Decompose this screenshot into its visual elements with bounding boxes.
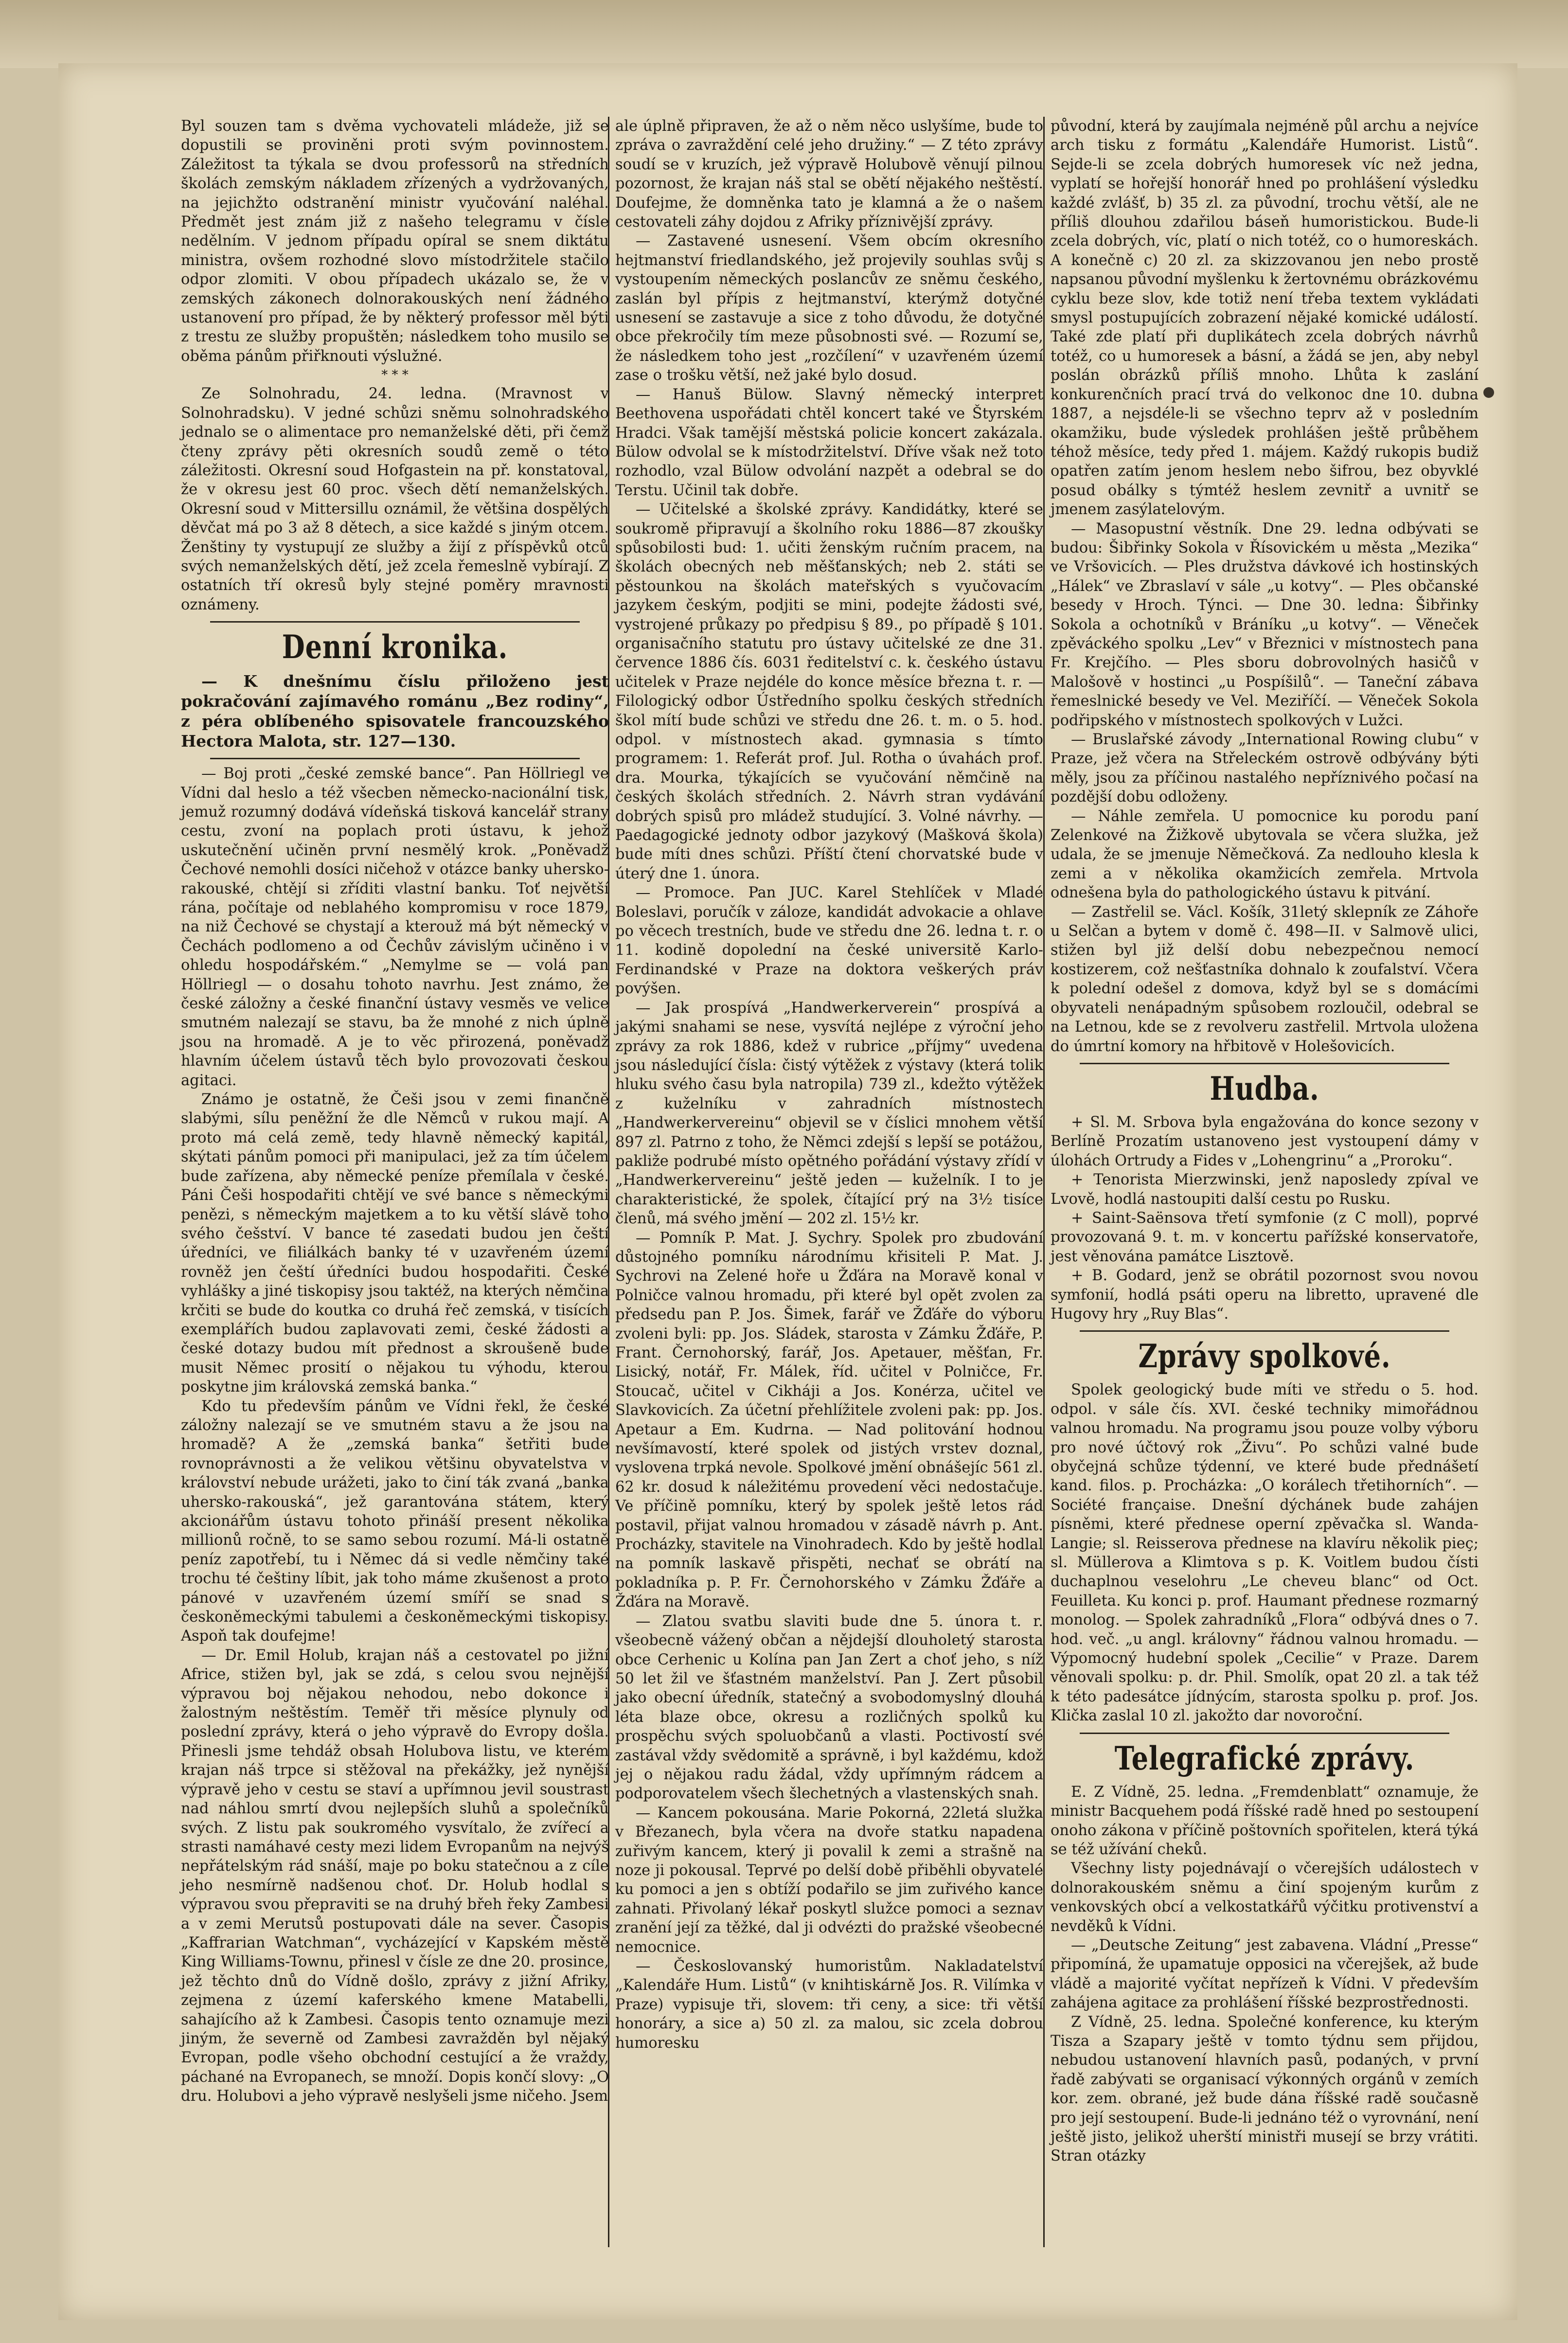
article-paragraph: Všechny listy pojednávají o včerejších událostech v dolnorakouském sněmu a činí spojeným kurům z venkovských obcí a velkostatkářů výčitku protivenství a nevděků k Vídni.: [1051, 1860, 1479, 1935]
section-rule: [1080, 1063, 1449, 1064]
section-rule: [210, 621, 580, 623]
article-paragraph: + Sl. M. Srbova byla engažována do konce sezony v Berlíně Prozatím ustanoveno jest vystoupení dámy v úlohách Ortrudy a Fides v „Lohengrinu“ a „Proroku“.: [1051, 1113, 1479, 1169]
column-2: [615, 117, 1043, 2053]
article-paragraph: původní, která by zaujímala nejméně půl archu a nejvíce arch tisku z formátu „Kalendáře Humorist. Listů“. Sejde-li se zcela dobrých humoresek víc než jedna, vyplatí se hořejší honorář hned po prohlášení výsledku každé zvlášť, b) 35 zl. za původní, trochu větší, ale ne příliš dlouhou zdařilou báseň humoristickou. Bude-li zcela dobrých, víc, platí o nich totéž, co o humoreskách. A konečně c) 20 zl. za skizzovanou jen nebo prostě napsanou původní myšlenku k žertovnému obrázkovému cyklu beze slov, kde totiž není třeba textem vykládati smysl postupujících zobrazení nějaké komické událostí. Také zde platí při duplikátech zcela dobrých návrhů totéž, co u humoresek a básní, a žádá se jen, aby nebyl poslán obrázků příliš mnoho. Lhůta k zaslání konkurenčních prací trvá do velkonoc dne 10. dubna 1887, a nejsdéle-li se všechno teprv až v posledním okamžiku, bude výsledek prohlášen ještě průběhem téhož měsíce, tedy před 1. májem. Každý rukopis budiž opatřen zatím jenom heslem nebo šifrou, bez obyvklé posud obálky s týmtéž heslem zevnitř a uvnitř se jmenem zasýlatelovým.: [1051, 118, 1479, 519]
section-rule: [1080, 1330, 1449, 1332]
section-rule: [1080, 1733, 1449, 1734]
article-paragraph: — Pomník P. Mat. J. Sychry. Spolek pro zbudování důstojného pomníku národnímu křisiteli P. Mat. J. Sychrovi na Zelené hoře u Žďára na Moravě konal v Polničce valnou hromadu, při které byl opět zvolen za předsedu pan P. Jos. Šimek, farář ve Žďáře do výboru zvoleni byli: pp. Jos. Sládek, starosta v Zámku Žďáře, P. Frant. Černohorský, farář, Jos. Apetauer, měšťan, Fr. Lisický, notář, Fr. Málek, říd. učitel v Polničce, Fr. Stoucač, učitel v Cikháji a Jos. Konérza, učitel ve Slavkovicích. Za účetní přehlížitele zvoleni pak: pp. Jos. Apetaur a Em. Kudrna. — Nad politování hodnou nevšímavostí, které spolek od jistých vrstev doznal, vyslovena trpká nevole. Spolkové jmění obnášejíc 561 zl. 62 kr. dosud k náležitému provedení věci nedostačuje. Ve příčině pomníku, který by spolek ještě letos rád postavil, přijat valnou hromadou v zásadě návrh p. Ant. Procházky, stavitele na Vinohradech. Kdo by ještě hodlal na pomník laskavě přispěti, nechať se obrátí na pokladníka p. P. Fr. Černohorského v Zámku Žďáře a Žďára na Moravě.: [615, 1229, 1043, 1611]
binding-hole-icon: [1483, 387, 1494, 398]
section-title-clubs: Zprávy spolkové.: [1138, 1337, 1391, 1376]
article-paragraph: — Dr. Emil Holub, krajan náš a cestovatel po jižní Africe, stižen byl, jak se zdá, s celou svou nejnější výpravou boj nějakou nehodou, nebo dokonce i žalostným neštěstím. Teměř tři měsíce plynuly od poslední zprávy, která o jeho výpravě do Evropy došla. Přinesli jsme tehdáž obsah Holubova listu, ve kterém krajan náš trpce si stěžoval na překážky, jež nynější výpravě jeho v cestu se staví a upřímnou jevil soustrast nad náhlou smrtí dvou nejlepších sluhů a společníků svých. Z listu pak soukromého vysvítalo, že zvířecí a strasti namáhavé cesty mezi lidem Evropanům na nejvýš nepřátelským rád snáší, maje po boku statečnou a z cíle jeho nesmírně nadšenou choť. Dr. Holub hodlal s výpravou svou přepraviti se na druhý břeh řeky Zambesi a v zemi Merutsů postupovati dále na sever. Časopis „Kaffrarian Watchman“, vycházející v Kapském městě King Williams-Townu, přinesl v čísle ze dne 20. prosince, jež těchto dnů do Vídně došlo, zprávy z jižní Afriky, zejmena z území kaferského kmene Matabelli, sahajícího až k Zambesi. Časopis tento oznamuje mezi jiným, že severně od Zambesi zavražděn byl nějaký Evropan, podle všeho obchodní cestující a že vraždy, páchané na Evropanech, se množí. Dopis končí slovy: „O dru. Holubovi a jeho výpravě neslyšeli jsme ničeho. Jsem: [181, 1646, 609, 2105]
page-top-edge: [0, 0, 1568, 68]
article-paragraph: E. Z Vídně, 25. ledna. „Fremdenblatt“ oznamuje, že ministr Bacquehem podá říšské radě hned po sestoupení onoho zákona v příčině poštovních spořitelen, která týká se též užívání cheků.: [1051, 1783, 1479, 1858]
article-paragraph: — Promoce. Pan JUC. Karel Stehlíček v Mladé Boleslavi, poručík v záloze, kandidát advokacie a ohlave po věcech trestních, bude ve středu dne 26. ledna t. r. o 11. kodině dopolední na české universitě Karlo-Ferdinandské v Praze na doktora veškerých práv povýšen.: [615, 884, 1043, 998]
article-paragraph: + Saint-Saënsova třetí symfonie (z C moll), poprvé provozovaná 9. t. m. v koncertu pařížské konservatoře, jest věnována památce Lisztově.: [1051, 1209, 1479, 1265]
article-paragraph: — Zlatou svatbu slaviti bude dne 5. února t. r. všeobecně vážený občan a nějdejší dlouholetý starosta obce Cerhenic u Kolína pan Jan Zert a choť jeho, s níž 50 let žil ve šťastném manželství. Pan J. Zert působil jako obecní úředník, statečný a svobodomyslný dlouhá léta blaze obce, okresu a rozličných spolků ku prospěchu svých spoluobčanů a vlasti. Poctivostí své zastával vždy svědomitě a správně, i byl každému, kdož jej o nějakou radu žádal, vždy upřímným rádcem a podporovatelem všech šlechetných a vlastenských snah.: [615, 1612, 1043, 1803]
section-title-music: Hudba.: [1210, 1069, 1319, 1108]
lead-notice: — K dnešnímu číslu přiloženo jest pokračování zajímavého románu „Bez rodiny“, z péra oblíbeného spisovatele francouzského Hectora Malota, str. 127—130.: [181, 672, 609, 751]
article-paragraph: Byl souzen tam s dvěma vychovateli mládeže, již se dopustili se proviněni proti svým povinnostem. Záležitost ta týkala se dvou professorů na středních školách zemským nákladem zřízených a vydržovaných, na jejichžto odstranění ministr vyučování naléhal. Předmět jest znám již z našeho telegramu v čísle nedělním. V jednom případu opíral se snem diktátu ministra, ovšem rozhodné slovo místodržitele stačilo odpor zlomiti. V obou případech ukázalo se, že v zemských zákonech dolnorakouských není žádného ustanovení pro případ, že by některý professor měl býti z trestu ze služby propuštěn; následkem toho musilo se oběma pánům přiřknouti výslužné.: [181, 118, 609, 365]
article-paragraph: — Hanuš Bülow. Slavný německý interpret Beethovena uspořádati chtěl koncert také ve Štyrském Hradci. Však tamější městská policie koncert zakázala. Bülow odvolal se k místodržitelství. Dříve však než toto rozhodlo, vzal Bülow odvolání nazpět a odebral se do Terstu. Učinil tak dobře.: [615, 386, 1043, 499]
article-paragraph: Známo je ostatně, že Češi jsou v zemi finančně slabými, sílu peněžní že dle Němců v rukou mají. A proto má celá země, tedy hlavně německý kapitál, skýtati pánům pomoci při manipulaci, jež za tím účelem bude zařízena, aby německé peníze přemílala v české. Páni Češi hospodařiti chtějí ve své bance s německými penězi, s německým majetkem a to ku větší slávě toho svého češství. V bance té zasedati budou jen čeští úředníci, ve filiálkách banky té v uzavřeném území rovněž jen čeští úředníci budou hospodařiti. České vyhlášky a jiné tiskopisy jsou taktéž, na kterých němčina krčiti se bude do koutka co druhá řeč zemská, v tisících exemplářích budou zaplavovati zemi, české žádosti a české dotazy budou mít přednost a skroušeně bude musit Němec prosití o nějakou tu výhodu, kterou poskytne jim královská zemská banka.“: [181, 1091, 609, 1396]
column-3: [1051, 117, 1479, 2166]
article-paragraph: Spolek geologický bude míti ve středu o 5. hod. odpol. v sále čís. XVI. české techniky mimořádnou valnou hromadu. Na programu jsou pouze volby výboru pro nové účtový rok „Živu“. Po schůzi valné bude obyčejná schůze týdenní, ve které bude přednášetí kand. filos. p. Procházka: „O korálech třetihorních“. — Société française. Dnešní dýchánek bude zahájen písněmi, které přednese operní zpěvačka sl. Wanda-Langie; sl. Reisserova přednese na klavíru několik pieç; sl. Müllerova a Klimtova s p. K. Voitlem budou čísti duchaplnou veselohru „Le cheveu blanc“ od Oct. Feuilleta. Ku konci p. prof. Haumant přednese rozmarný monolog. — Spolek zahradníků „Flora“ odbývá dnes o 7. hod. več. „u angl. královny“ řádnou valnou hromadu. — Výpomocný hudební spolek „Cecilie“ v Praze. Darem věnovali spolku: p. dr. Phil. Smolík, opat 20 zl. a tak též k této padesátce jídnýcím, starosta spolku p. prof. Jos. Klička zaslal 10 zl. jakožto dar novoroční.: [1051, 1381, 1479, 1725]
article-paragraph: — Masopustní věstník. Dne 29. ledna odbývati se budou: Šibřinky Sokola v Řísovickém u města „Mezika“ ve Vršovicích. — Ples družstva dávkové ich hostinských „Hálek“ ve Zbraslaví v sále „u kotvy“. — Ples občanské besedy v Hroch. Týnci. — Dne 30. ledna: Šibřinky Sokola a ochotníků v Bráníku „u kotvy“. — Věneček zpěváckého spolku „Lev“ v Březnici v místnostech pana Fr. Krejčího. — Ples sboru dobrovolných hasičů v Malošově v hostinci „u Pospíšilů“. — Taneční zábava řemeslnické besedy ve Vel. Meziříčí. — Věneček Sokola podřipského v místnostech spolkových v Lužci.: [1051, 520, 1479, 729]
article-paragraph: ale úplně připraven, že až o něm něco uslyšíme, bude to zpráva o zavraždění celé jeho družiny.“ — Z této zprávy soudí se v kruzích, jež výpravě Holubově věnují pilnou pozornost, že krajan náš stal se obětí nějakého neštěstí. Doufejme, že domněnka tato je klamná a že o našem cestovateli záhy dojdou z Afriky příznivější zprávy.: [615, 118, 1043, 231]
article-paragraph: — Bruslařské závody „International Rowing clubu“ v Praze, jež včera na Střeleckém ostrově odbývány býti měly, jsou za příčinou nastalého nepříznivého počasí na pozdější dobu odloženy.: [1051, 731, 1479, 806]
article-paragraph: — Náhle zemřela. U pomocnice ku porodu paní Zelenkové na Žižkově ubytovala se včera služka, jež udala, že se jmenuje Němečková. Za nedlouho klesla k zemi a v několika okamžicích zemřela. Mrtvola odnešena byla do pathologického ústavu k pitvání.: [1051, 807, 1479, 902]
article-paragraph: Kdo tu především pánům ve Vídni řekl, že české záložny nalezají se ve smutném stavu a že jsou na hromadě? A že „zemská banka“ šetřiti bude rovnoprávnosti a že velikou většinu obyvatelstva v království nebude urážeti, jako to činí ták zvaná „banka uhersko-rakouská“, jež garantována státem, který akcionářům ústavu tohoto přináší present několika millionů ročně, to se samo sebou rozumí. Má-li ostatně peníz zapotřebí, tu i Němec dá si vedle němčiny také trochu té češtiny líbit, jak toho máme zkušenost a proto pánové v uzavřeném území smíří se snad s českoněmeckými tabulemi a českoněmeckými tiskopisy. Aspoň tak doufejme!: [181, 1397, 609, 1645]
column-1: [181, 117, 609, 2106]
article-paragraph: — Zastavené usnesení. Všem obcím okresního hejtmanství friedlandského, jež projevily souhlas svůj s vystoupením německých poslancův ze sněmu českého, zaslán byl přípis z hejtmanství, kterýmž dotyčné usnesení se zastavuje a sice z toho důvodu, že dotyčné obce překročily tím meze působnosti své. — Rozumí se, že následkem toho jest „rozčílení“ v uzavřeném území zase o trošku větší, než jaké bylo dosud.: [615, 233, 1043, 384]
article-paragraph: Z Vídně, 25. ledna. Společné konference, ku kterým Tisza a Szapary ještě v tomto týdnu sem přijdou, nebudou ustanovení hlavních pasů, podaných, v první řadě zabývati se organisací výkonných orgánů v zemích kor. zem. obrané, jež bude dána říšské radě současně pro její sestoupení. Bude-li jednáno též o vyrovnání, není ještě jisto, jelikož uherští ministři musejí se brzy vrátiti. Stran otázky: [1051, 2013, 1479, 2165]
article-paragraph: — Kancem pokousána. Marie Pokorná, 22letá služka v Březanech, byla včera na dvoře statku napadena zuřivým kancem, který ji povalil k zemi a strašně na noze ji pokousal. Teprvé po delší době přiběhli obyvatelé ku pomoci a jen s obtíží podařilo se jim zuřivého kance zahnati. Přivolaný lékař poskytl služce pomoci a seznav zranění její za těžké, dal ji odvézti do pražské všeobecné nemocnice.: [615, 1804, 1043, 1956]
article-paragraph: — „Deutsche Zeitung“ jest zabavena. Vládní „Presse“ připomíná, že upamatuje opposici na včerejšek, až bude vládě a majorité vyčítat nepřízeň k Vídni. V především zahájena agitace za prohlášení říšské bezprostřednosti.: [1051, 1936, 1479, 2012]
column-divider: [1043, 117, 1045, 2247]
article-paragraph: — Jak prospívá „Handwerkerverein“ prospívá a jakými snahami se nese, vysvítá nejlépe z výroční jeho zprávy za rok 1886, kdež v rubrice „příjmy“ uvedena jsou následující čísla: čistý výtěžek z výstavy (která tolik hluku svého času byla natropila) 739 zl., kdežto výtěžek z kuželníku v zahradních místnostech „Handwerkervereinu“ objevil se v číslici mnohem větší 897 zl. Patrno z toho, že Němci zdejší s lepší se potážou, pakliže podrubé místo opětného pořádání výstavy zřídí v „Handwerkervereinu“ ještě jeden — kuželník. I to je charakteristické, že spolek, čítající prý na 3½ tisíce členů, má svého jmění — 202 zl. 15½ kr.: [615, 999, 1043, 1228]
article-paragraph: + B. Godard, jenž se obrátil pozornost svou novou symfonií, hodlá psáti operu na libretto, upravené dle Hugovy hry „Ruy Blas“.: [1051, 1267, 1479, 1323]
article-paragraph: — Boj proti „české zemské bance“. Pan Höllriegl ve Vídni dal heslo a též všecben německo-nacionální tisk, jemuž rozumný dodává vídeňská tisková kancelář strany cestu, zvoní na poplach proti ústavu, k jehož uskutečnění učiněn první nesmělý krok. „Poněvadž Čechové nemohli dosíci ničehož v otázce banky uhersko-rakouské, chtějí si zříditi vlastní banku. Toť největší rána, počítaje od neblahého kompromisu v roce 1879, na niž Čechové se chystají a kterouž má být německý v Čechách podlomeno a od Čechův závislým učiněno i v ohledu hospodářském.“ „Nemylme se — volá pan Höllriegl — o dosahu tohoto navrhu. Jest známo, že české záložny a české finanční ústavy vesměs ve velice smutném nalezají se stavu, ba že mnohé z nich úplně jsou na hromadě. A je to věc přirozená, poněvadž hlavním účelem ústavů těch bylo provozovati českou agitaci.: [181, 765, 609, 1089]
section-title: Denní kronika.: [282, 628, 508, 666]
section-title-telegraph: Telegrafické zprávy.: [1114, 1739, 1415, 1777]
article-paragraph: + Tenorista Mierzwinski, jenž naposledy zpíval ve Lvově, hodlá nastoupiti další cestu po Rusku.: [1051, 1171, 1479, 1208]
article-paragraph: — Učitelské a školské zprávy. Kandidátky, které se soukromě připravují a školního roku 1886—87 zkoušky spůsobilosti bud: 1. učiti ženským ručním pracem, na školách obecných neb měšťanských; neb 2. státi se pěstounkou na školách mateřských s vyučovacím jazykem českým, podjiti se mini, podejte žádosti své, vystrojené průkazy po předpisu § 89., po případě § 101. organisačního statutu pro ústavy učitelské ze dne 31. července 1886 čís. 6031 ředitelství c. k. českého ústavu učitelek v Praze nejdéle do konce měsíce března t. r. — Filologický odbor Ústředního spolku českých středních škol mítí bude schůzi ve středu dne 26. t. m. o 5. hod. odpol. v místnostech akad. gymnasia s tímto programem: 1. Referát prof. Jul. Rotha o úvahách prof. dra. Mourka, týkajících se vyučování němčině na českých školách středních. 2. Návrh stran vydávání dobrých spisů pro mládež studující. 3. Volné návrhy. — Paedagogické jednoty odbor jazykový (Mašková škola) bude míti dnes schůzi. Příští čtení chorvatské bude v úterý dne 1. února.: [615, 501, 1043, 882]
article-paragraph: — Zastřelil se. Václ. Košík, 31letý sklepník ze Záhoře u Selčan a bytem v domě č. 498—II. v Salmově ulici, stižen byl již delší dobu nebezpečnou nemocí kostizerem, což nešťastníka dohnalo k zoufalství. Včera k polední odešel z domova, když byl se s domácími obyvateli nenápadným spůsobem rozloučil, odebral se na Letnou, kde se z revolveru zastřelil. Mrtvola uložena do úmrtní komory na hřbitově v Holešovicích.: [1051, 903, 1479, 1055]
article-paragraph: Ze Solnohradu, 24. ledna. (Mravnost v Solnohradsku). V jedné schůzi sněmu solnohradského jednalo se o alimentace pro nemanželské děti, při čemž čteny zprávy pěti okresních soudů země o této záležitosti. Okresní soud Hofgastein na př. konstatoval, že v okresu jest 60 proc. všech dětí nemanželských. Okresní soud v Mittersillu oznámil, že většina dospělých děvčat má po 3 až 8 dětech, a sice každé s jiným otcem. Ženštiny ty vystupují ze služby a žijí z příspěvků otců svých nemanželských dětí, jež zcela řemeslně vybírají. Z ostatních tří okresů byly stejné poměry mravnosti oznámeny.: [181, 385, 609, 613]
article-paragraph: — Českoslovanský humoristům. Nakladatelství „Kalendáře Hum. Listů“ (v knihtiskárně Jos. R. Vilímka v Praze) vypisuje tři, slovem: tři ceny, a sice: tři větší honoráry, a sice a) 50 zl. za malou, sic zcela dobrou humoresku: [615, 1958, 1043, 2052]
section-separator: * * *: [381, 368, 409, 383]
section-rule: [210, 758, 580, 759]
